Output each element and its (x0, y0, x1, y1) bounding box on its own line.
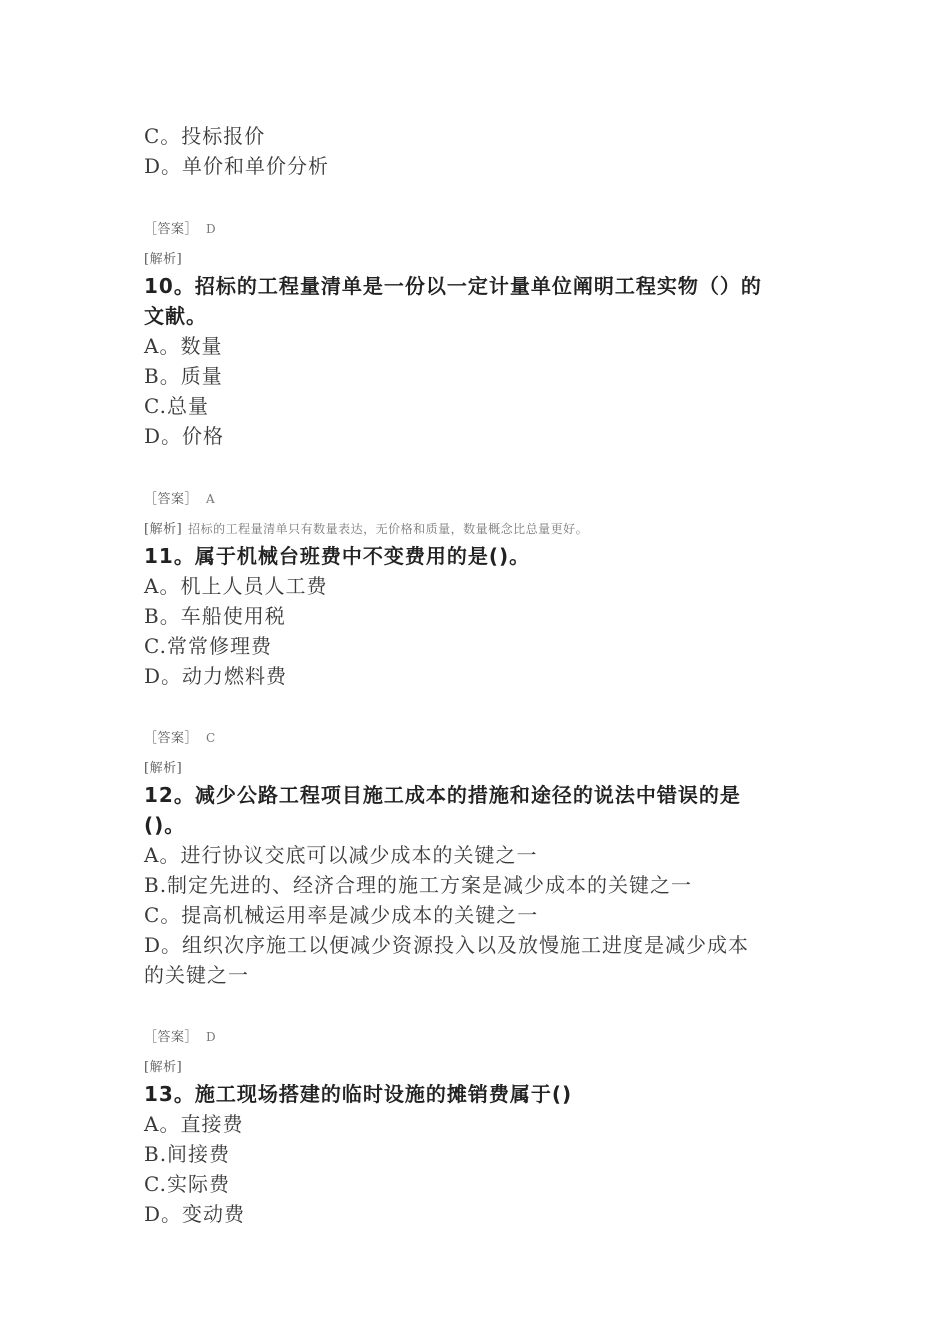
question-11-title: 11。属于机械台班费中不变费用的是()。 (144, 544, 531, 568)
option-d: D。变动费 (144, 1202, 246, 1226)
answer-label: ［答案］ (144, 222, 199, 237)
analysis-label: [解析] (144, 1060, 183, 1075)
option-c: C.总量 (144, 394, 209, 418)
answer-line (144, 727, 216, 746)
answer-value: D (206, 222, 217, 236)
answer-label: ［答案］ (144, 492, 199, 507)
answer-line (144, 1026, 216, 1045)
option-d: D。动力燃料费 (144, 664, 288, 688)
analysis-label: [解析] (144, 252, 183, 267)
question-12-title-cont: ()。 (144, 813, 186, 837)
analysis-text: 招标的工程量清单只有数量表达，无价格和质量，数量概念比总量更好。 (188, 522, 589, 536)
option-b: B。车船使用税 (144, 604, 286, 628)
option-c: C.实际费 (144, 1172, 230, 1196)
option-b: B.制定先进的、经济合理的施工方案是减少成本的关键之一 (144, 873, 693, 897)
option-a: A。数量 (144, 334, 223, 358)
option-a: A。机上人员人工费 (144, 574, 328, 598)
option-c: C。提高机械运用率是减少成本的关键之一 (144, 903, 539, 927)
option-d: D。组织次序施工以便减少资源投入以及放慢施工进度是减少成本 (144, 933, 750, 957)
answer-label: ［答案］ (144, 1030, 199, 1045)
option-a: A。进行协议交底可以减少成本的关键之一 (144, 843, 538, 867)
analysis-label: [解析] (144, 522, 183, 537)
question-10-title-cont: 文献。 (144, 304, 207, 328)
answer-label: ［答案］ (144, 731, 199, 746)
option-b: B。质量 (144, 364, 223, 388)
answer-value: D (206, 1030, 217, 1044)
question-10-title: 10。招标的工程量清单是一份以一定计量单位阐明工程实物（）的 (144, 274, 762, 298)
answer-line (144, 488, 215, 507)
option-b: B.间接费 (144, 1142, 231, 1166)
option-c: C。投标报价 (144, 124, 266, 148)
answer-line (144, 218, 216, 237)
answer-value: A (206, 492, 216, 506)
answer-value: C (206, 731, 216, 745)
option-c: C.常常修理费 (144, 634, 272, 658)
analysis-label: [解析] (144, 761, 183, 776)
option-d: D。单价和单价分析 (144, 154, 330, 178)
option-a: A。直接费 (144, 1112, 244, 1136)
option-d: D。价格 (144, 424, 225, 448)
option-d-cont: 的关键之一 (144, 963, 249, 987)
question-12-title: 12。减少公路工程项目施工成本的措施和途径的说法中错误的是 (144, 783, 741, 807)
question-13-title: 13。施工现场搭建的临时设施的摊销费属于() (144, 1082, 573, 1106)
analysis-line (144, 518, 588, 537)
